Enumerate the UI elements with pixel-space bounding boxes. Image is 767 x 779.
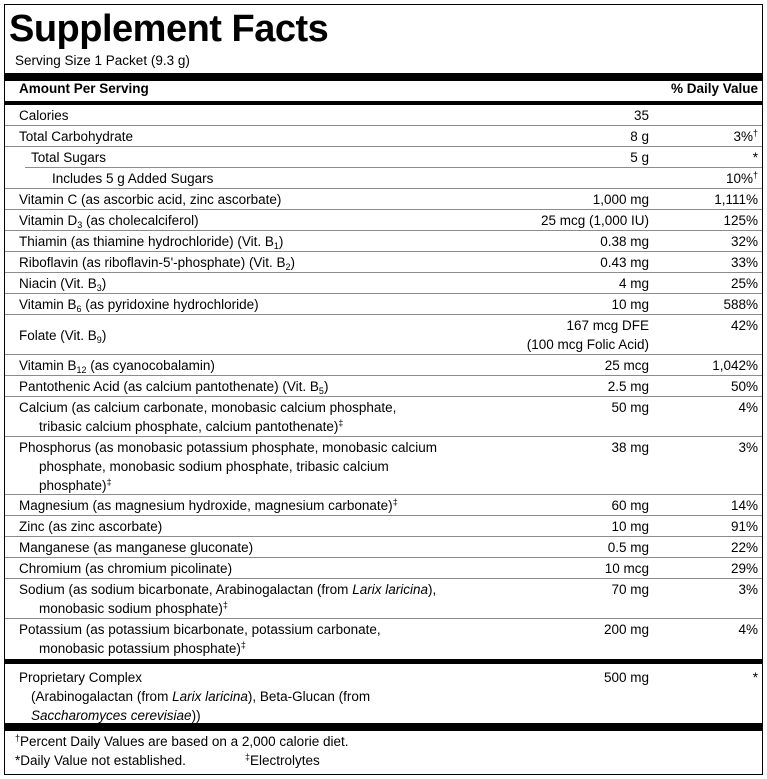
nutrient-amount: 1,000 mg — [592, 192, 649, 207]
nutrient-row-riboflavin — [5, 251, 762, 272]
nutrient-amount: 5 g — [630, 150, 649, 165]
nutrient-dv: 588% — [723, 297, 758, 312]
nutrient-name: Vitamin $D_3$ (as cholecalciferol) — [19, 213, 199, 230]
nutrient-dv: 3%† — [733, 128, 758, 144]
nutrient-row-calcium — [5, 396, 762, 436]
nutrient-amount: 10 mcg — [604, 561, 649, 576]
proprietary-dv: * — [752, 670, 758, 685]
nutrient-dv: 10%† — [725, 170, 758, 186]
proprietary-name: Proprietary Complex (Arabinogalactan (from Larix laricina), Beta-Glucan (from Saccharomyces cerevisiae)) — [19, 670, 371, 723]
nutrient-row-magnesium — [5, 494, 762, 515]
nutrient-row-total-carbohydrate — [5, 125, 762, 146]
nutrient-dv: 14% — [730, 498, 758, 513]
nutrient-name: Manganese (as manganese gluconate) — [19, 540, 254, 555]
nutrient-dv: 25% — [730, 276, 758, 291]
nutrient-row-vitamin-b12 — [5, 354, 762, 375]
nutrient-dv: 4% — [738, 400, 758, 415]
amount-per-serving-heading: Amount Per Serving — [19, 81, 149, 96]
nutrient-row-phosphorus — [5, 436, 762, 494]
nutrient-dv: 33% — [730, 255, 758, 270]
nutrient-row-potassium — [5, 618, 762, 658]
nutrient-row-pantothenic-acid — [5, 375, 762, 396]
nutrient-row-calories — [5, 105, 762, 125]
nutrient-row-chromium — [5, 557, 762, 578]
nutrient-dv: 42% — [730, 318, 758, 333]
nutrient-row-manganese — [5, 536, 762, 557]
nutrient-amount: 167 mcg DFE (100 mcg Folic Acid) — [526, 318, 649, 352]
nutrient-amount: 2.5 mg — [607, 379, 649, 394]
nutrient-dv: 29% — [730, 561, 758, 576]
nutrient-dv: 3% — [738, 440, 758, 455]
nutrient-row-vitamin-b6 — [5, 293, 762, 314]
thick-divider-bottom — [5, 723, 762, 731]
nutrient-row-niacin — [5, 272, 762, 293]
nutrient-dv: 1,042% — [712, 358, 758, 373]
nutrient-row-folate — [5, 314, 762, 354]
footnote-daily-values: †Percent Daily Values are based on a 2,000 calorie diet. — [15, 733, 349, 749]
nutrient-dv: 50% — [730, 379, 758, 394]
nutrient-amount: 10 mg — [611, 297, 649, 312]
nutrient-amount: 0.5 mg — [607, 540, 649, 555]
serving-size: Serving Size 1 Packet (9.3 g) — [15, 53, 190, 68]
proprietary-amount: 500 mg — [603, 670, 649, 685]
nutrient-dv: 22% — [730, 540, 758, 555]
nutrient-dv: 4% — [738, 622, 758, 637]
nutrient-name: Folate (Vit. $B_9$) — [19, 328, 107, 345]
nutrient-name: Phosphorus (as monobasic potassium phosphate, monobasic calcium phosphate, monobasic sodium phosphate, tribasic calcium phosphate)‡ — [19, 440, 437, 493]
nutrient-name: Calories — [19, 108, 69, 123]
nutrient-amount: 25 mcg — [604, 358, 649, 373]
nutrient-amount: 8 g — [630, 129, 649, 144]
nutrient-name: Magnesium (as magnesium hydroxide, magnesium carbonate)‡ — [19, 497, 398, 513]
nutrient-dv: 91% — [730, 519, 758, 534]
nutrient-name: Sodium (as sodium bicarbonate, Arabinogalactan (from Larix laricina), monobasic sodium phosphate)‡ — [19, 582, 437, 616]
footnote-electrolytes: ‡Electrolytes — [245, 752, 320, 768]
nutrient-name: Zinc (as zinc ascorbate) — [19, 519, 163, 534]
nutrient-amount: 200 mg — [603, 622, 649, 637]
nutrient-name: Vitamin C (as ascorbic acid, zinc ascorbate) — [19, 192, 282, 207]
proprietary-complex-row — [5, 664, 762, 722]
nutrient-name: Thiamin (as thiamine hydrochloride) (Vit. $B_1$) — [19, 234, 284, 251]
nutrient-amount: 0.38 mg — [600, 234, 649, 249]
nutrient-name: Calcium (as calcium carbonate, monobasic calcium phosphate, tribasic calcium phosphate, calcium pantothenate)‡ — [19, 400, 397, 434]
nutrient-row-vitamin-d3 — [5, 209, 762, 230]
nutrient-amount: 70 mg — [611, 582, 649, 597]
nutrient-name: Vitamin $B_{12}$ (as cyanocobalamin) — [19, 358, 215, 375]
nutrient-amount: 4 mg — [618, 276, 649, 291]
nutrient-row-total-sugars — [5, 146, 762, 167]
nutrient-amount: 60 mg — [611, 498, 649, 513]
table-header — [5, 79, 762, 100]
nutrient-dv: 3% — [738, 582, 758, 597]
nutrient-dv: * — [752, 150, 758, 165]
nutrient-amount: 10 mg — [611, 519, 649, 534]
nutrient-amount: 25 mcg (1,000 IU) — [540, 213, 649, 228]
nutrient-name: Riboflavin (as riboflavin-5'-phosphate) (Vit. $B_2$) — [19, 255, 295, 272]
nutrient-row-sodium — [5, 578, 762, 618]
nutrient-amount: 0.43 mg — [600, 255, 649, 270]
nutrient-dv: 1,111% — [714, 192, 758, 207]
footnote-not-established: *Daily Value not established. — [15, 753, 186, 768]
nutrient-dv: 125% — [723, 213, 758, 228]
nutrient-amount: 50 mg — [611, 400, 649, 415]
nutrient-row-vitamin-c — [5, 188, 762, 209]
nutrient-name: Chromium (as chromium picolinate) — [19, 561, 233, 576]
nutrient-name: Potassium (as potassium bicarbonate, potassium carbonate, monobasic potassium phosphate)‡ — [19, 622, 381, 656]
nutrient-row-zinc — [5, 515, 762, 536]
nutrient-amount: 35 — [633, 108, 649, 123]
nutrient-row-thiamin — [5, 230, 762, 251]
panel-title: Supplement Facts — [9, 8, 329, 50]
nutrient-row-added-sugars — [25, 167, 762, 188]
nutrient-name: Vitamin $B_6$ (as pyridoxine hydrochloride) — [19, 297, 259, 314]
nutrient-dv: 32% — [730, 234, 758, 249]
nutrient-name: Total Sugars — [31, 150, 107, 165]
nutrient-name: Includes 5 g Added Sugars — [52, 171, 214, 186]
daily-value-heading: % Daily Value — [670, 81, 758, 96]
nutrient-name: Total Carbohydrate — [19, 129, 134, 144]
nutrient-name: Niacin (Vit. $B_3$) — [19, 276, 107, 293]
nutrient-amount: 38 mg — [611, 440, 649, 455]
nutrient-name: Pantothenic Acid (as calcium pantothenate) (Vit. $B_5$) — [19, 379, 329, 396]
